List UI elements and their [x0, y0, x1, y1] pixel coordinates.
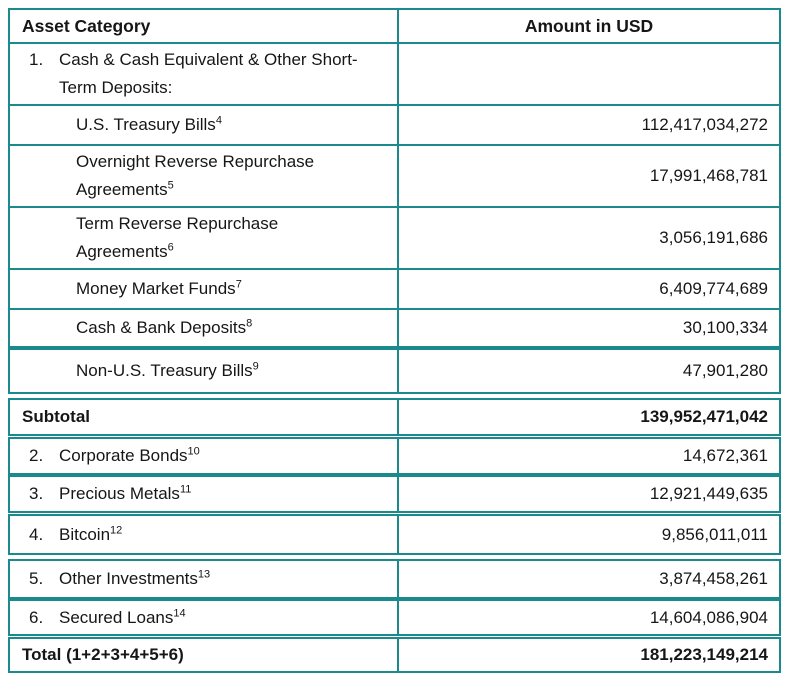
- row-amount-cell: [399, 310, 779, 346]
- row-label-wrap: [76, 357, 259, 385]
- row-amount: 12,921,449,635: [649, 484, 768, 503]
- row-label-wrap: [29, 565, 210, 593]
- row-category-cell: [10, 350, 399, 392]
- row-amount: 9,856,011,011: [661, 524, 768, 544]
- row-category-cell: [10, 516, 399, 553]
- row-amount-cell: [399, 639, 779, 671]
- table-header-row: [8, 8, 781, 44]
- row-label-text: Corporate Bonds: [59, 446, 188, 465]
- row-amount-cell: [399, 477, 779, 511]
- row-label-text: U.S. Treasury Bills: [76, 115, 216, 134]
- row-category-cell: [10, 270, 399, 308]
- row-label-text: Other Investments: [59, 569, 198, 588]
- row-number: 3.: [29, 484, 44, 503]
- row-category-cell: [10, 400, 399, 434]
- col-header-asset-category-label: Asset Category: [22, 16, 151, 36]
- table-row: [8, 637, 781, 673]
- row-label-wrap: [29, 442, 200, 470]
- row-label-text: Precious Metals: [59, 484, 180, 503]
- row-amount-cell: [399, 561, 779, 597]
- row-category-cell: [10, 561, 399, 597]
- table-row: [8, 42, 781, 106]
- row-label-wrap: [76, 148, 348, 204]
- row-label-wrap: [29, 480, 191, 508]
- row-number: 2.: [29, 446, 44, 465]
- row-amount: 3,874,458,261: [659, 569, 768, 588]
- table-row: [8, 206, 781, 270]
- row-label-text: Term Reverse Repurchase Agreements: [76, 214, 279, 261]
- footnote-ref: 13: [197, 568, 211, 581]
- row-amount: 112,417,034,272: [641, 115, 768, 134]
- col-header-amount: [399, 10, 779, 42]
- row-label: [22, 403, 90, 431]
- row-label: [76, 357, 259, 385]
- row-label: [59, 604, 186, 632]
- footnote-ref: 5: [167, 179, 174, 192]
- table-row: [8, 144, 781, 208]
- table-row: [8, 104, 781, 146]
- row-label: [59, 521, 122, 549]
- row-label: [59, 480, 191, 508]
- row-amount-cell: [399, 601, 779, 634]
- footnote-ref: 9: [252, 360, 259, 373]
- row-label-text: Secured Loans: [59, 607, 174, 627]
- row-amount-cell: [399, 400, 779, 434]
- row-amount: 17,991,468,781: [649, 166, 768, 185]
- row-label-wrap: [29, 46, 371, 102]
- row-amount-cell: [399, 350, 779, 392]
- row-label: [59, 565, 210, 593]
- row-amount-cell: [399, 146, 779, 206]
- row-label-wrap: [76, 210, 348, 266]
- row-label-text: Cash & Cash Equivalent & Other Short-Term Deposits:: [59, 50, 358, 97]
- row-number: 1.: [29, 50, 44, 69]
- row-label: [59, 46, 371, 102]
- row-category-cell: [10, 639, 399, 671]
- row-amount-cell: [399, 208, 779, 268]
- row-label-text: Money Market Funds: [76, 279, 236, 298]
- row-category-cell: [10, 208, 399, 268]
- table-row: [8, 437, 781, 475]
- table-row: [8, 308, 781, 348]
- row-amount: 47,901,280: [682, 361, 768, 380]
- row-label: [76, 275, 242, 303]
- row-category-cell: [10, 477, 399, 511]
- row-label-wrap: [29, 521, 122, 549]
- row-amount: 30,100,334: [682, 318, 768, 337]
- footnote-ref: 8: [246, 317, 253, 330]
- row-label-wrap: [76, 314, 252, 342]
- table-row: [8, 348, 781, 394]
- col-header-amount-label: Amount in USD: [524, 16, 654, 36]
- row-label: [76, 148, 348, 204]
- row-label-wrap: [22, 641, 184, 669]
- row-label: [76, 210, 348, 266]
- table-row: [8, 559, 781, 599]
- row-label: [76, 314, 252, 342]
- row-amount-cell: [399, 516, 779, 553]
- row-amount: 6,409,774,689: [659, 279, 768, 298]
- row-label: [76, 111, 222, 139]
- row-label-wrap: [76, 275, 242, 303]
- row-label-text: Subtotal: [22, 407, 90, 426]
- row-amount-cell: [399, 439, 779, 473]
- row-label-text: Cash & Bank Deposits: [76, 318, 247, 337]
- row-number: 5.: [29, 569, 44, 588]
- assets-table: [8, 8, 781, 673]
- row-label-text: Bitcoin: [59, 524, 111, 544]
- row-amount-cell: [399, 270, 779, 308]
- footnote-ref: 4: [215, 114, 222, 127]
- row-category-cell: [10, 601, 399, 634]
- row-label-text: Overnight Reverse Repurchase Agreements: [76, 152, 315, 199]
- table-row: [8, 475, 781, 513]
- col-header-asset-category: [10, 10, 399, 42]
- table-row: [8, 599, 781, 636]
- row-category-cell: [10, 106, 399, 144]
- row-number: 4.: [29, 524, 44, 544]
- row-amount: 14,672,361: [682, 446, 768, 465]
- row-label: [59, 442, 200, 470]
- footnote-ref: 6: [167, 241, 174, 254]
- footnote-ref: 12: [110, 523, 123, 536]
- table-row: [8, 398, 781, 436]
- row-amount-cell: [399, 106, 779, 144]
- row-category-cell: [10, 439, 399, 473]
- row-amount: 14,604,086,904: [649, 607, 768, 627]
- row-amount: 139,952,471,042: [640, 407, 768, 426]
- row-label-wrap: [22, 403, 90, 431]
- row-label-wrap: [76, 111, 222, 139]
- row-amount: 3,056,191,686: [659, 228, 768, 247]
- row-number: 6.: [29, 607, 44, 627]
- row-category-cell: [10, 310, 399, 346]
- row-amount-cell: [399, 44, 779, 104]
- row-category-cell: [10, 44, 399, 104]
- row-category-cell: [10, 146, 399, 206]
- row-label-wrap: [29, 604, 186, 632]
- footnote-ref: 14: [173, 606, 186, 619]
- row-amount: 181,223,149,214: [640, 645, 768, 664]
- footnote-ref: 11: [179, 483, 192, 496]
- row-label-text: Total (1+2+3+4+5+6): [22, 645, 184, 664]
- row-label: [22, 641, 184, 669]
- footnote-ref: 7: [235, 278, 242, 291]
- table-row: [8, 268, 781, 310]
- row-label-text: Non-U.S. Treasury Bills: [76, 361, 253, 380]
- footnote-ref: 10: [187, 445, 200, 458]
- table-row: [8, 514, 781, 555]
